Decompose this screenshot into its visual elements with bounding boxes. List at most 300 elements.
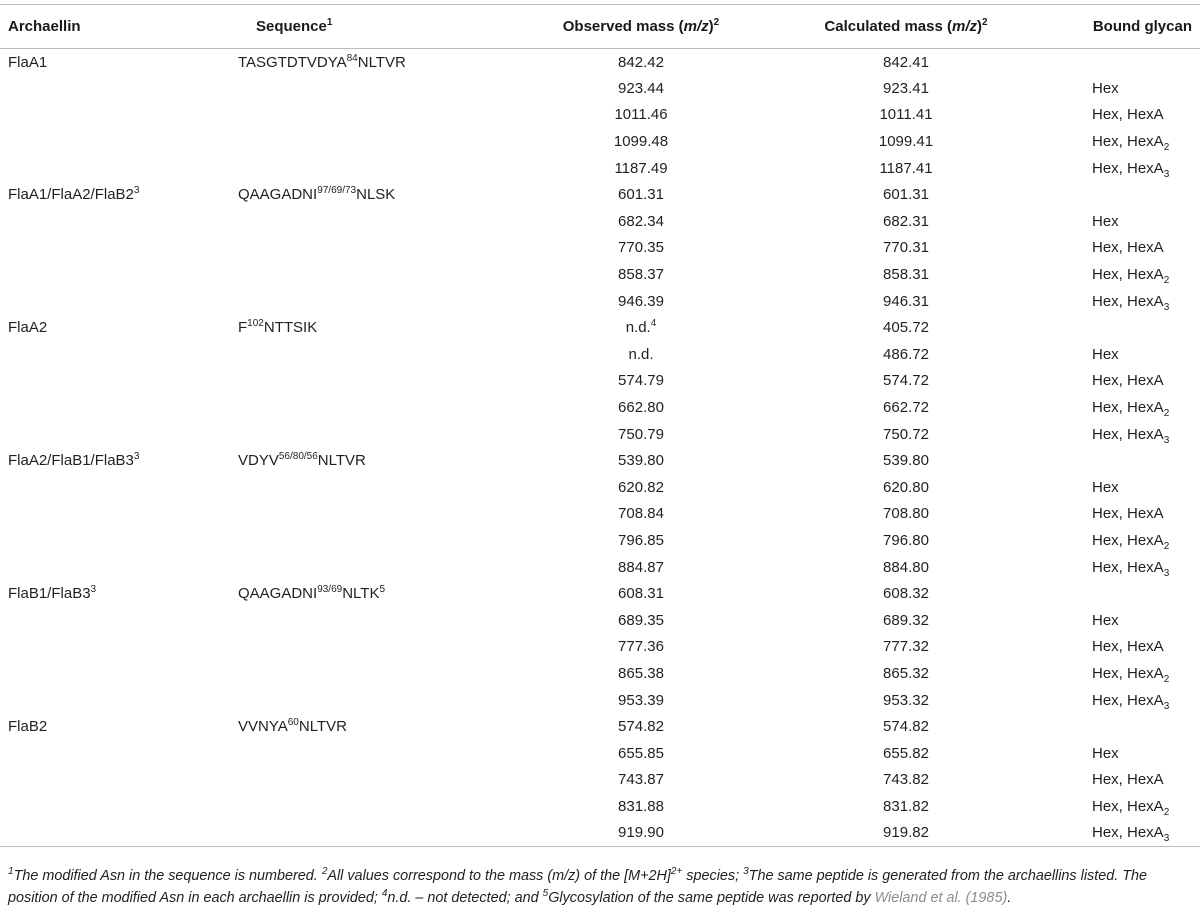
calculated-mass: 796.80 xyxy=(883,531,929,549)
observed-mass: 750.79 xyxy=(618,425,664,443)
glycan-cell xyxy=(1056,261,1200,288)
glycan-cell xyxy=(1056,181,1200,208)
table-row xyxy=(0,820,1200,847)
observed-mass-cell xyxy=(526,687,756,714)
observed-mass: n.d. xyxy=(628,345,654,363)
table-row xyxy=(0,740,1200,767)
glycan-cell xyxy=(1056,102,1200,129)
archaellin-cell xyxy=(0,394,238,421)
sequence-cell xyxy=(238,155,526,182)
observed-mass-cell xyxy=(526,288,756,315)
glycan-cell xyxy=(1056,394,1200,421)
sequence-prefix: QAAGADNI xyxy=(238,585,318,603)
header-observed-mass: Observed mass $(m/z)^2$ xyxy=(526,5,756,49)
glycan-name: Hex, HexA xyxy=(1092,771,1164,789)
observed-mass-cell xyxy=(526,793,756,820)
calculated-mass-cell xyxy=(756,660,1056,687)
archaellin-cell xyxy=(0,660,238,687)
sequence-cell xyxy=(238,261,526,288)
glycan-cell xyxy=(1056,660,1200,687)
calculated-mass-cell xyxy=(756,368,1056,395)
observed-mass: 620.82 xyxy=(618,478,664,496)
archaellin-cell xyxy=(0,102,238,129)
archaellin-cell xyxy=(0,181,238,208)
glycan-count: 3 xyxy=(1163,434,1170,446)
glycan-name: Hex, HexA xyxy=(1092,824,1164,842)
sequence-cell xyxy=(238,820,526,847)
glycan-cell xyxy=(1056,368,1200,395)
observed-mass: 884.87 xyxy=(618,558,664,576)
glycan-name: Hex, HexA xyxy=(1092,159,1164,177)
table-row xyxy=(0,155,1200,182)
table-row xyxy=(0,208,1200,235)
table-row xyxy=(0,235,1200,262)
sequence-footnote-mark: 5 xyxy=(379,584,386,596)
sequence-cell xyxy=(238,235,526,262)
calculated-mass-cell xyxy=(756,447,1056,474)
glycan-count: 2 xyxy=(1163,142,1170,154)
calculated-mass-cell xyxy=(756,75,1056,102)
observed-mass-cell xyxy=(526,341,756,368)
sequence-suffix: NLTK xyxy=(342,585,380,603)
table-row xyxy=(0,394,1200,421)
glycan-cell xyxy=(1056,155,1200,182)
calculated-mass: 884.80 xyxy=(883,558,929,576)
table-row xyxy=(0,368,1200,395)
sequence-cell xyxy=(238,501,526,528)
observed-mass: 865.38 xyxy=(618,664,664,682)
observed-mass-cell xyxy=(526,102,756,129)
glycan-name: Hex, HexA xyxy=(1092,372,1164,390)
glycan-cell xyxy=(1056,713,1200,740)
table-row xyxy=(0,527,1200,554)
archaellin-cell xyxy=(0,474,238,501)
observed-mass-cell xyxy=(526,527,756,554)
calculated-mass-cell xyxy=(756,501,1056,528)
observed-mass: 1187.49 xyxy=(614,159,668,177)
archaellin-cell xyxy=(0,421,238,448)
table-row xyxy=(0,580,1200,607)
observed-mass-cell xyxy=(526,607,756,634)
sequence-cell xyxy=(238,474,526,501)
archaellin-cell xyxy=(0,49,238,76)
glycan-count: 2 xyxy=(1163,806,1170,818)
sequence-cell xyxy=(238,368,526,395)
sequence-cell xyxy=(238,713,526,740)
archaellin-cell xyxy=(0,820,238,847)
glycopeptide-table xyxy=(0,4,1200,847)
archaellin-cell xyxy=(0,554,238,581)
header-row xyxy=(0,5,1200,49)
observed-mass: n.d. xyxy=(625,319,651,337)
calculated-mass: 689.32 xyxy=(883,611,929,629)
sequence-cell xyxy=(238,634,526,661)
sequence-prefix: VVNYA xyxy=(238,718,288,736)
glycan-count: 3 xyxy=(1163,700,1170,712)
calculated-mass: 865.32 xyxy=(883,664,929,682)
sequence-prefix: TASGTDTVDYA xyxy=(238,53,347,71)
calculated-mass: 539.80 xyxy=(883,452,929,470)
table-row xyxy=(0,447,1200,474)
archaellin-cell xyxy=(0,368,238,395)
calculated-mass: 620.80 xyxy=(883,478,929,496)
observed-mass: 831.88 xyxy=(618,797,664,815)
calculated-mass-cell xyxy=(756,421,1056,448)
glycan-name: Hex xyxy=(1092,79,1119,97)
glycan-cell xyxy=(1056,554,1200,581)
observed-mass-cell xyxy=(526,235,756,262)
observed-mass-cell xyxy=(526,75,756,102)
table-row xyxy=(0,501,1200,528)
observed-mass: 655.85 xyxy=(618,744,664,762)
table-row xyxy=(0,767,1200,794)
glycan-cell xyxy=(1056,634,1200,661)
glycan-cell xyxy=(1056,421,1200,448)
sequence-cell xyxy=(238,607,526,634)
observed-mass: 608.31 xyxy=(618,585,664,603)
glycan-count: 3 xyxy=(1163,168,1170,180)
observed-mass: 953.39 xyxy=(618,691,664,709)
glycan-cell xyxy=(1056,687,1200,714)
archaellin-cell xyxy=(0,501,238,528)
sequence-cell xyxy=(238,128,526,155)
calculated-mass-cell xyxy=(756,102,1056,129)
archaellin-cell xyxy=(0,288,238,315)
table-body xyxy=(0,49,1200,847)
asn-position: 56/80/56 xyxy=(278,451,318,463)
sequence-cell xyxy=(238,341,526,368)
archaellin-cell xyxy=(0,128,238,155)
glycan-cell xyxy=(1056,607,1200,634)
glycan-count: 3 xyxy=(1163,567,1170,579)
sequence-cell xyxy=(238,102,526,129)
sequence-suffix: NLTVR xyxy=(298,718,347,736)
observed-mass: 539.80 xyxy=(618,452,664,470)
sequence-cell xyxy=(238,49,526,76)
table-row xyxy=(0,75,1200,102)
archaellin-footnote-mark: 3 xyxy=(90,584,97,596)
calculated-mass-cell xyxy=(756,607,1056,634)
table-row xyxy=(0,660,1200,687)
observed-mass-cell xyxy=(526,740,756,767)
observed-mass-cell xyxy=(526,314,756,341)
archaellin-cell xyxy=(0,447,238,474)
archaellin-cell xyxy=(0,314,238,341)
calculated-mass-cell xyxy=(756,474,1056,501)
calculated-mass-cell xyxy=(756,634,1056,661)
archaellin-cell xyxy=(0,580,238,607)
glycan-name: Hex xyxy=(1092,478,1119,496)
table-row xyxy=(0,421,1200,448)
glycan-name: Hex xyxy=(1092,212,1119,230)
sequence-prefix: QAAGADNI xyxy=(238,186,318,204)
table-row xyxy=(0,793,1200,820)
glycan-cell xyxy=(1056,767,1200,794)
table-row xyxy=(0,554,1200,581)
archaellin-cell xyxy=(0,75,238,102)
observed-mass: 842.42 xyxy=(618,53,664,71)
table-footnote: $^1$The modified Asn in the sequence is numbered. $^2$All values correspond to the mass (m/z) of the $[M+2H]^{2+}$ species; $^3$The same peptide is generated from the archaellins listed. The position of the modified Asn in each archaellin is provided; $^4$n.d. – not detected; and $^5$Glycosylation of the same peptide was reported by Wieland et al. (1985). xyxy=(8,866,1148,906)
glycan-cell xyxy=(1056,820,1200,847)
archaellin-cell xyxy=(0,687,238,714)
glycan-cell xyxy=(1056,740,1200,767)
observed-mass: 708.84 xyxy=(618,505,664,523)
calculated-mass: 405.72 xyxy=(883,319,929,337)
calculated-mass-cell xyxy=(756,580,1056,607)
sequence-cell xyxy=(238,75,526,102)
glycan-cell xyxy=(1056,235,1200,262)
calculated-mass: 662.72 xyxy=(883,399,929,417)
glycan-count: 3 xyxy=(1163,301,1170,313)
calculated-mass-cell xyxy=(756,767,1056,794)
observed-mass-cell xyxy=(526,261,756,288)
calculated-mass: 655.82 xyxy=(883,744,929,762)
sequence-suffix: NTTSIK xyxy=(263,319,318,337)
observed-mass: 574.82 xyxy=(618,718,664,736)
sequence-cell xyxy=(238,181,526,208)
glycan-name: Hex, HexA xyxy=(1092,531,1164,549)
glycan-cell xyxy=(1056,75,1200,102)
observed-mass: 1099.48 xyxy=(613,133,669,151)
table-row xyxy=(0,181,1200,208)
observed-mass-cell xyxy=(526,49,756,76)
archaellin-cell xyxy=(0,793,238,820)
glycan-name: Hex, HexA xyxy=(1092,797,1164,815)
calculated-mass-cell xyxy=(756,314,1056,341)
calculated-mass: 770.31 xyxy=(883,239,929,257)
calculated-mass: 608.32 xyxy=(883,585,929,603)
glycan-cell xyxy=(1056,527,1200,554)
calculated-mass-cell xyxy=(756,235,1056,262)
observed-mass: 777.36 xyxy=(618,638,664,656)
sequence-cell xyxy=(238,421,526,448)
table-row xyxy=(0,102,1200,129)
header-bound-glycan: Bound glycan xyxy=(1056,5,1200,49)
citation-link[interactable]: Wieland et al. (1985) xyxy=(874,889,1008,906)
observed-mass-cell xyxy=(526,368,756,395)
archaellin-cell xyxy=(0,713,238,740)
calculated-mass-cell xyxy=(756,155,1056,182)
asn-position: 93/69 xyxy=(317,584,343,596)
glycan-cell xyxy=(1056,128,1200,155)
glycan-name: Hex, HexA xyxy=(1092,292,1164,310)
glycan-name: Hex, HexA xyxy=(1092,638,1164,656)
calculated-mass-cell xyxy=(756,793,1056,820)
observed-mass: 689.35 xyxy=(618,611,664,629)
calculated-mass: 831.82 xyxy=(883,797,929,815)
archaellin-name: FlaB2 xyxy=(8,718,48,736)
calculated-mass: 750.72 xyxy=(883,425,929,443)
calculated-mass: 486.72 xyxy=(883,345,929,363)
calculated-mass: 708.80 xyxy=(883,505,929,523)
table-row xyxy=(0,49,1200,76)
header-sequence: Sequence$^1$ xyxy=(238,5,526,49)
observed-mass-cell xyxy=(526,155,756,182)
archaellin-cell xyxy=(0,235,238,262)
observed-mass: 574.79 xyxy=(618,372,664,390)
observed-mass: 796.85 xyxy=(618,531,664,549)
archaellin-cell xyxy=(0,341,238,368)
glycan-name: Hex, HexA xyxy=(1092,691,1164,709)
table-row xyxy=(0,261,1200,288)
glycan-name: Hex, HexA xyxy=(1092,558,1164,576)
observed-mass: 682.34 xyxy=(618,212,664,230)
archaellin-name: FlaB1/FlaB3 xyxy=(8,585,91,603)
observed-mass-cell xyxy=(526,554,756,581)
calculated-mass: 953.32 xyxy=(883,691,929,709)
calculated-mass-cell xyxy=(756,740,1056,767)
glycan-cell xyxy=(1056,474,1200,501)
glycan-name: Hex, HexA xyxy=(1092,425,1164,443)
observed-mass-cell xyxy=(526,208,756,235)
table-row xyxy=(0,607,1200,634)
glycan-name: Hex, HexA xyxy=(1092,505,1164,523)
archaellin-name: FlaA2 xyxy=(8,319,48,337)
sequence-cell xyxy=(238,394,526,421)
archaellin-name: FlaA1/FlaA2/FlaB2 xyxy=(8,186,134,204)
observed-mass-cell xyxy=(526,634,756,661)
calculated-mass: 946.31 xyxy=(883,292,929,310)
glycan-cell xyxy=(1056,447,1200,474)
observed-mass-cell xyxy=(526,474,756,501)
observed-mass-cell xyxy=(526,501,756,528)
glycan-cell xyxy=(1056,208,1200,235)
observed-mass-cell xyxy=(526,820,756,847)
asn-position: 60 xyxy=(287,717,299,729)
calculated-mass-cell xyxy=(756,288,1056,315)
sequence-cell xyxy=(238,208,526,235)
glycan-name: Hex, HexA xyxy=(1092,106,1164,124)
archaellin-cell xyxy=(0,527,238,554)
calculated-mass: 1187.41 xyxy=(879,159,933,177)
sequence-cell xyxy=(238,793,526,820)
observed-mass-cell xyxy=(526,181,756,208)
observed-mass-cell xyxy=(526,394,756,421)
archaellin-cell xyxy=(0,767,238,794)
calculated-mass: 842.41 xyxy=(883,53,929,71)
calculated-mass-cell xyxy=(756,527,1056,554)
calculated-mass-cell xyxy=(756,128,1056,155)
glycan-cell xyxy=(1056,288,1200,315)
sequence-prefix: F xyxy=(238,319,248,337)
calculated-mass-cell xyxy=(756,181,1056,208)
glycan-name: Hex xyxy=(1092,744,1119,762)
observed-mass-cell xyxy=(526,421,756,448)
sequence-cell xyxy=(238,288,526,315)
calculated-mass: 601.31 xyxy=(883,186,929,204)
archaellin-cell xyxy=(0,607,238,634)
calculated-mass-cell xyxy=(756,394,1056,421)
calculated-mass-cell xyxy=(756,713,1056,740)
calculated-mass: 777.32 xyxy=(883,638,929,656)
sequence-prefix: VDYV xyxy=(238,452,279,470)
archaellin-footnote-mark: 3 xyxy=(133,451,140,463)
sequence-suffix: NLSK xyxy=(356,186,396,204)
sequence-cell xyxy=(238,687,526,714)
glycan-cell xyxy=(1056,501,1200,528)
glycan-count: 3 xyxy=(1163,833,1170,845)
observed-mass: 858.37 xyxy=(618,266,664,284)
table-row xyxy=(0,288,1200,315)
calculated-mass: 743.82 xyxy=(883,771,929,789)
calculated-mass-cell xyxy=(756,820,1056,847)
observed-footnote-mark: 4 xyxy=(650,318,657,330)
asn-position: 97/69/73 xyxy=(317,185,357,197)
calculated-mass: 574.82 xyxy=(883,718,929,736)
archaellin-name: FlaA1 xyxy=(8,53,48,71)
sequence-cell xyxy=(238,660,526,687)
glycan-name: Hex, HexA xyxy=(1092,664,1164,682)
observed-mass-cell xyxy=(526,447,756,474)
calculated-mass: 858.31 xyxy=(883,266,929,284)
calculated-mass: 923.41 xyxy=(883,79,929,97)
sequence-suffix: NLTVR xyxy=(317,452,366,470)
calculated-mass: 574.72 xyxy=(883,372,929,390)
sequence-cell xyxy=(238,580,526,607)
glycan-cell xyxy=(1056,341,1200,368)
observed-mass: 770.35 xyxy=(618,239,664,257)
calculated-mass-cell xyxy=(756,49,1056,76)
archaellin-cell xyxy=(0,155,238,182)
observed-mass: 662.80 xyxy=(618,399,664,417)
sequence-cell xyxy=(238,554,526,581)
calculated-mass: 682.31 xyxy=(883,212,929,230)
glycan-name: Hex xyxy=(1092,611,1119,629)
archaellin-footnote-mark: 3 xyxy=(133,185,140,197)
calculated-mass: 1099.41 xyxy=(878,133,934,151)
observed-mass: 946.39 xyxy=(618,292,664,310)
observed-mass-cell xyxy=(526,713,756,740)
calculated-mass: 919.82 xyxy=(883,824,929,842)
table-row xyxy=(0,474,1200,501)
table-row xyxy=(0,341,1200,368)
glycan-count: 2 xyxy=(1163,540,1170,552)
sequence-cell xyxy=(238,767,526,794)
sequence-cell xyxy=(238,314,526,341)
observed-mass: 601.31 xyxy=(618,186,664,204)
glycan-count: 2 xyxy=(1163,673,1170,685)
glycan-count: 2 xyxy=(1163,275,1170,287)
header-archaellin: Archaellin xyxy=(0,5,238,49)
archaellin-name: FlaA2/FlaB1/FlaB3 xyxy=(8,452,134,470)
glycan-cell xyxy=(1056,793,1200,820)
archaellin-cell xyxy=(0,208,238,235)
observed-mass-cell xyxy=(526,660,756,687)
table-row xyxy=(0,713,1200,740)
glycan-name: Hex, HexA xyxy=(1092,266,1164,284)
observed-mass: 919.90 xyxy=(618,824,664,842)
archaellin-cell xyxy=(0,740,238,767)
archaellin-cell xyxy=(0,261,238,288)
calculated-mass-cell xyxy=(756,341,1056,368)
observed-mass: 923.44 xyxy=(618,79,664,97)
header-calculated-mass: Calculated mass $(m/z)^2$ xyxy=(756,5,1056,49)
calculated-mass-cell xyxy=(756,687,1056,714)
glycan-name: Hex xyxy=(1092,345,1119,363)
glycan-cell xyxy=(1056,314,1200,341)
glycan-cell xyxy=(1056,49,1200,76)
observed-mass: 1011.46 xyxy=(614,106,668,124)
asn-position: 84 xyxy=(346,52,358,64)
asn-position: 102 xyxy=(247,318,264,330)
table-row xyxy=(0,314,1200,341)
calculated-mass-cell xyxy=(756,208,1056,235)
observed-mass: 743.87 xyxy=(618,771,664,789)
observed-mass-cell xyxy=(526,767,756,794)
calculated-mass: 1011.41 xyxy=(879,106,933,124)
archaellin-cell xyxy=(0,634,238,661)
sequence-cell xyxy=(238,740,526,767)
